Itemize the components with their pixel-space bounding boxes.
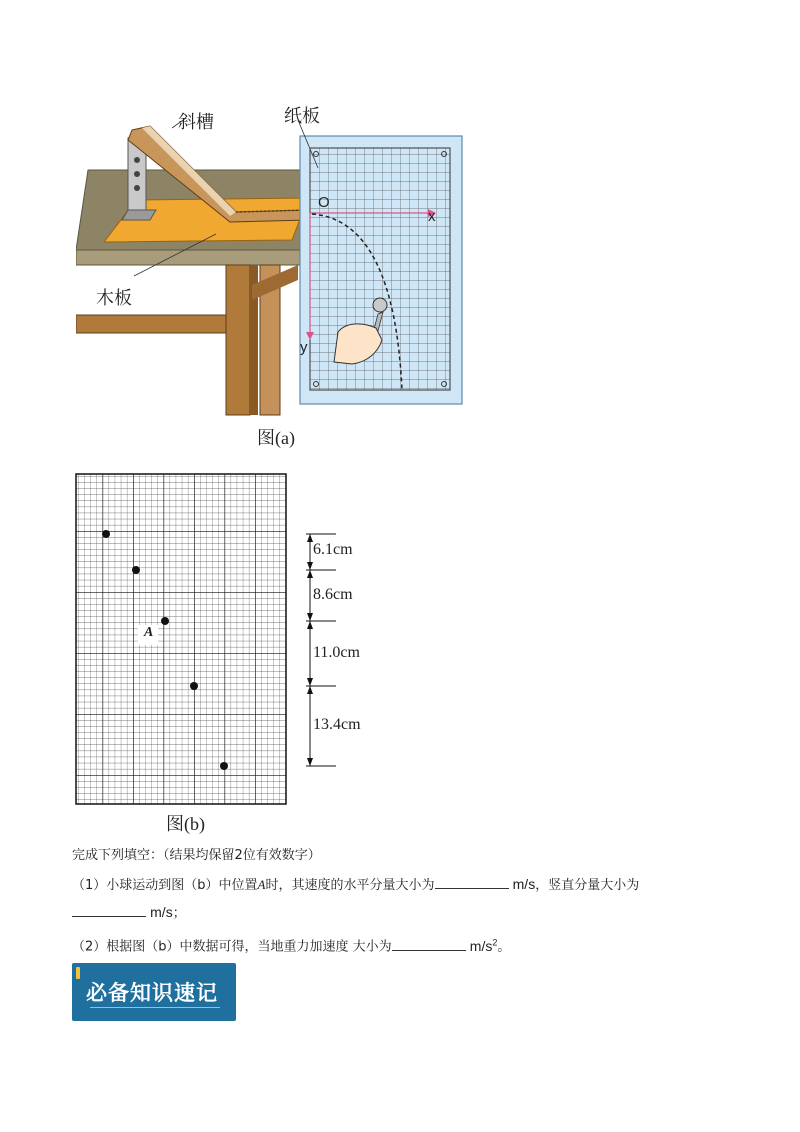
answer-blank-gravity[interactable] bbox=[392, 936, 466, 951]
label-paper-board: 纸板 bbox=[284, 106, 320, 127]
q1-text-2: 时，其速度的水平分量大小为 bbox=[265, 878, 435, 893]
badge-accent bbox=[76, 967, 80, 979]
spacing-label: 8.6cm bbox=[313, 586, 353, 603]
q1-var: A bbox=[257, 877, 266, 892]
q1-text-1: （1）小球运动到图（b）中位置 bbox=[72, 878, 258, 893]
q1-end: ； bbox=[172, 906, 186, 921]
label-y-axis: y bbox=[300, 339, 308, 356]
trajectory-point-a bbox=[161, 617, 169, 625]
point-label-a: A bbox=[144, 625, 154, 640]
q2-text: （2）根据图（b）中数据可得，当地重力加速度 大小为 bbox=[72, 939, 392, 955]
answer-blank-vertical[interactable] bbox=[72, 902, 146, 917]
spacing-label: 11.0cm bbox=[313, 644, 360, 661]
spacing-label: 13.4cm bbox=[313, 716, 361, 733]
unit-ms2: $m/s^2$ bbox=[469, 937, 498, 954]
question-2 bbox=[72, 932, 510, 958]
label-chute: 斜槽 bbox=[178, 112, 214, 133]
unit-ms: m/s bbox=[150, 904, 173, 920]
figure-b-grid bbox=[72, 470, 412, 810]
trajectory-point bbox=[132, 566, 140, 574]
trajectory-point bbox=[220, 762, 228, 770]
table-leg bbox=[226, 265, 250, 415]
question-intro: 完成下列填空：（结果均保留2位有效数字） bbox=[72, 848, 321, 863]
q1-text-3: ，竖直分量大小为 bbox=[535, 878, 640, 893]
question-1-continued bbox=[72, 902, 186, 924]
badge-underline bbox=[90, 1007, 220, 1008]
ball bbox=[373, 298, 387, 312]
spacing-label: 6.1cm bbox=[313, 541, 353, 558]
section-badge bbox=[72, 963, 236, 1021]
caption-figure-a: 图(a) bbox=[257, 428, 295, 448]
label-wood-board: 木板 bbox=[96, 288, 132, 309]
label-x-axis: x bbox=[428, 208, 436, 225]
figure-a-apparatus bbox=[76, 100, 466, 418]
trajectory-point bbox=[190, 682, 198, 690]
question-1 bbox=[72, 874, 639, 896]
caption-figure-b: 图(b) bbox=[166, 814, 205, 834]
label-origin: O bbox=[318, 194, 330, 211]
q2-end: 。 bbox=[497, 939, 511, 955]
section-badge-title: 必备知识速记 bbox=[86, 981, 218, 1005]
answer-blank-horizontal[interactable] bbox=[435, 874, 509, 889]
unit-ms: m/s bbox=[512, 876, 536, 892]
trajectory-point bbox=[102, 530, 110, 538]
